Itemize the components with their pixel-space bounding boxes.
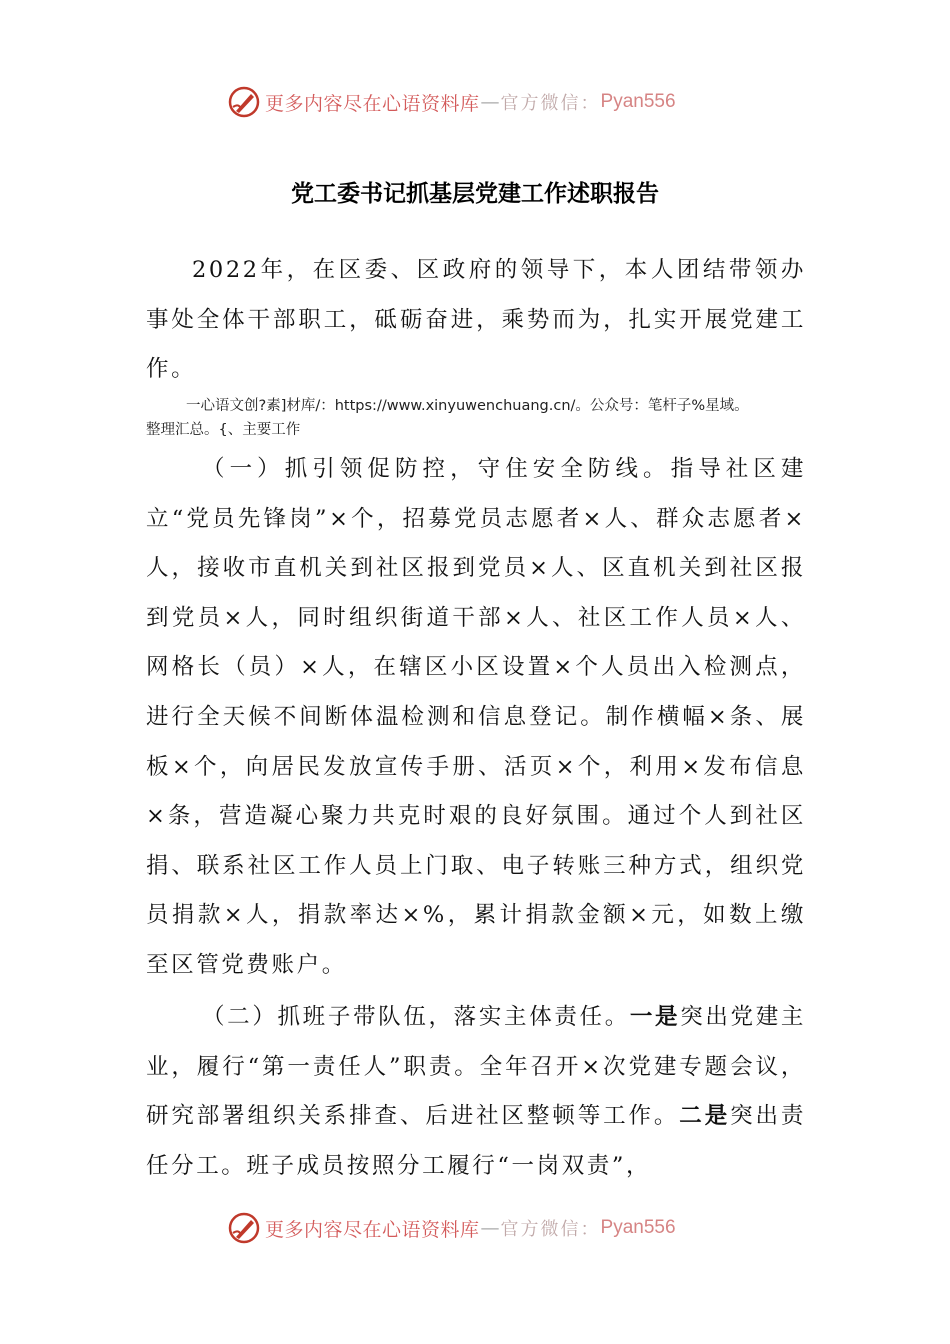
- source-note-line1: 一心语文创?素]材库/：https://www.xinyuwenchuang.cn/。公众号：笔杆子%星域。: [186, 398, 749, 414]
- section-two-lead-one: 一是: [629, 1004, 681, 1030]
- section-two-lead-two: 二是: [679, 1103, 731, 1130]
- section-one-paragraph: [146, 445, 806, 991]
- header-watermark-banner: [227, 82, 676, 122]
- banner-wechat-id: Pyan556: [600, 1217, 676, 1238]
- section-two-heading: （二）抓班子带队伍，落实主体责任。: [202, 1004, 630, 1030]
- banner-wechat-id: Pyan556: [600, 91, 676, 112]
- banner-slogan: 更多内容尽在心语资料库: [265, 1218, 480, 1241]
- document-title: 党工委书记抓基层党建工作述职报告: [291, 180, 659, 207]
- banner-dash: —: [480, 91, 500, 113]
- footer-watermark-banner: [227, 1208, 676, 1248]
- banner-wechat-label: 官方微信：: [500, 1219, 601, 1240]
- banner-slogan: 更多内容尽在心语资料库: [265, 92, 480, 115]
- source-note-line2: 整理汇总。{、主要工作: [146, 422, 301, 438]
- section-two-text-one: 突出党建主业，履行“第一责任人”职责。全年召开×次党建专题会议，研究部署组织关系排查、后进社区整顿等工作。: [146, 1004, 806, 1130]
- section-one-heading: （一）抓引领促防控，守住安全防线。: [202, 456, 671, 482]
- pen-logo-icon: [227, 1211, 261, 1245]
- source-note: [146, 394, 808, 442]
- pen-logo-icon: [227, 85, 261, 119]
- banner-wechat-label: 官方微信：: [500, 93, 601, 114]
- section-two-paragraph: [146, 993, 806, 1191]
- intro-paragraph: 2022年，在区委、区政府的领导下，本人团结带领办事处全体干部职工，砥砺奋进，乘势而为，扎实开展党建工作。: [146, 257, 806, 383]
- banner-dash: —: [480, 1217, 500, 1239]
- section-one-body: 指导社区建立“党员先锋岗”×个，招募党员志愿者×人、群众志愿者×人，接收市直机关到社区报到党员×人、区直机关到社区报到党员×人，同时组织街道干部×人、社区工作人员×人、网格长（员）×人，在辖区小区设置×个人员出入检测点，进行全天候不间断体温检测和信息登记。制作横幅×条、展板×个，向居民发放宣传手册、活页×个，利用×发布信息×条，营造凝心聚力共克时艰的良好氛围。通过个人到社区捐、联系社区工作人员上门取、电子转账三种方式，组织党员捐款×人，捐款率达×%，累计捐款金额×元，如数上缴至区管党费账户。: [146, 456, 806, 978]
- section-two-text-two: 突出责任分工。班子成员按照分工履行“一岗双责”，: [146, 1103, 806, 1179]
